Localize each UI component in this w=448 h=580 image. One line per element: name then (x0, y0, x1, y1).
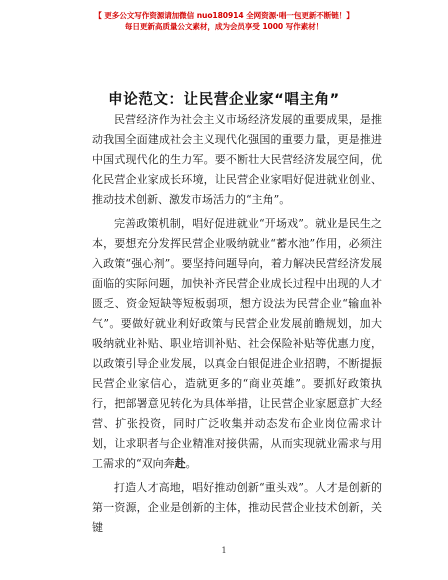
document-body (92, 110, 382, 538)
promo-banner (0, 10, 448, 32)
paragraph-3: 打造人才高地，唱好推动创新“重头戏”。人才是创新的第一资源，企业是创新的主体，推动民营企业技术创新，关键 (92, 481, 382, 534)
paragraph-2-text: 完善政策机制，唱好促进就业“开场戏”。就业是民生之本，要想充分发挥民营企业吸纳就业“蓄水池”作用，必须注入政策“强心剂”。要坚持问题导向，着力解决民营经济发展面临的实际问题，加快补齐民营企业成长过程中出现的人才匮乏、资金短缺等短板弱项，想方设法为民营企业“输血补气”。要做好就业利好政策与民营企业发展前瞻规划，加大吸纳就业补贴、职业培训补贴、社会保险补贴等优惠力度，以政策引导企业发展，以真金白银促进企业招聘，不断提振民营企业家信心，造就更多的“商业英雄”。要抓好政策执行，把部署意见转化为具体举措，让民营企业家愿意扩大经营、扩张投资，同时广泛收集并动态发布企业岗位需求计划，让求职者与企业精准对接供需，从而实现就业需求与用工需求的“双向奔 (92, 217, 382, 470)
paragraph-2 (92, 214, 382, 474)
page-number: 1 (221, 546, 227, 555)
promo-banner-line-2: 每日更新高质量公文素材，成为会员享受 1000 写作素材！ (124, 22, 324, 31)
document-title: 申论范文：让民营企业家“唱主角” (108, 92, 340, 108)
promo-banner-line-1: 【 更多公文写作资源请加微信 nuo180914 全网资源·唱一包更新不断链！】 (94, 11, 354, 20)
paragraph-1: 民营经济作为社会主义市场经济发展的重要成果，是推动我国全面建成社会主义现代化强国的重要力量，更是推进中国式现代化的生力军。要不断壮大民营经济发展空间，优化民营企业家成长环境，让民营企业家唱好促进就业创业、推动技术创新、激发市场活力的“主角”。 (92, 113, 382, 206)
paragraph-2-bold-tail: 赴 (174, 457, 186, 470)
paragraph-2-tail-end: 。 (185, 457, 197, 470)
